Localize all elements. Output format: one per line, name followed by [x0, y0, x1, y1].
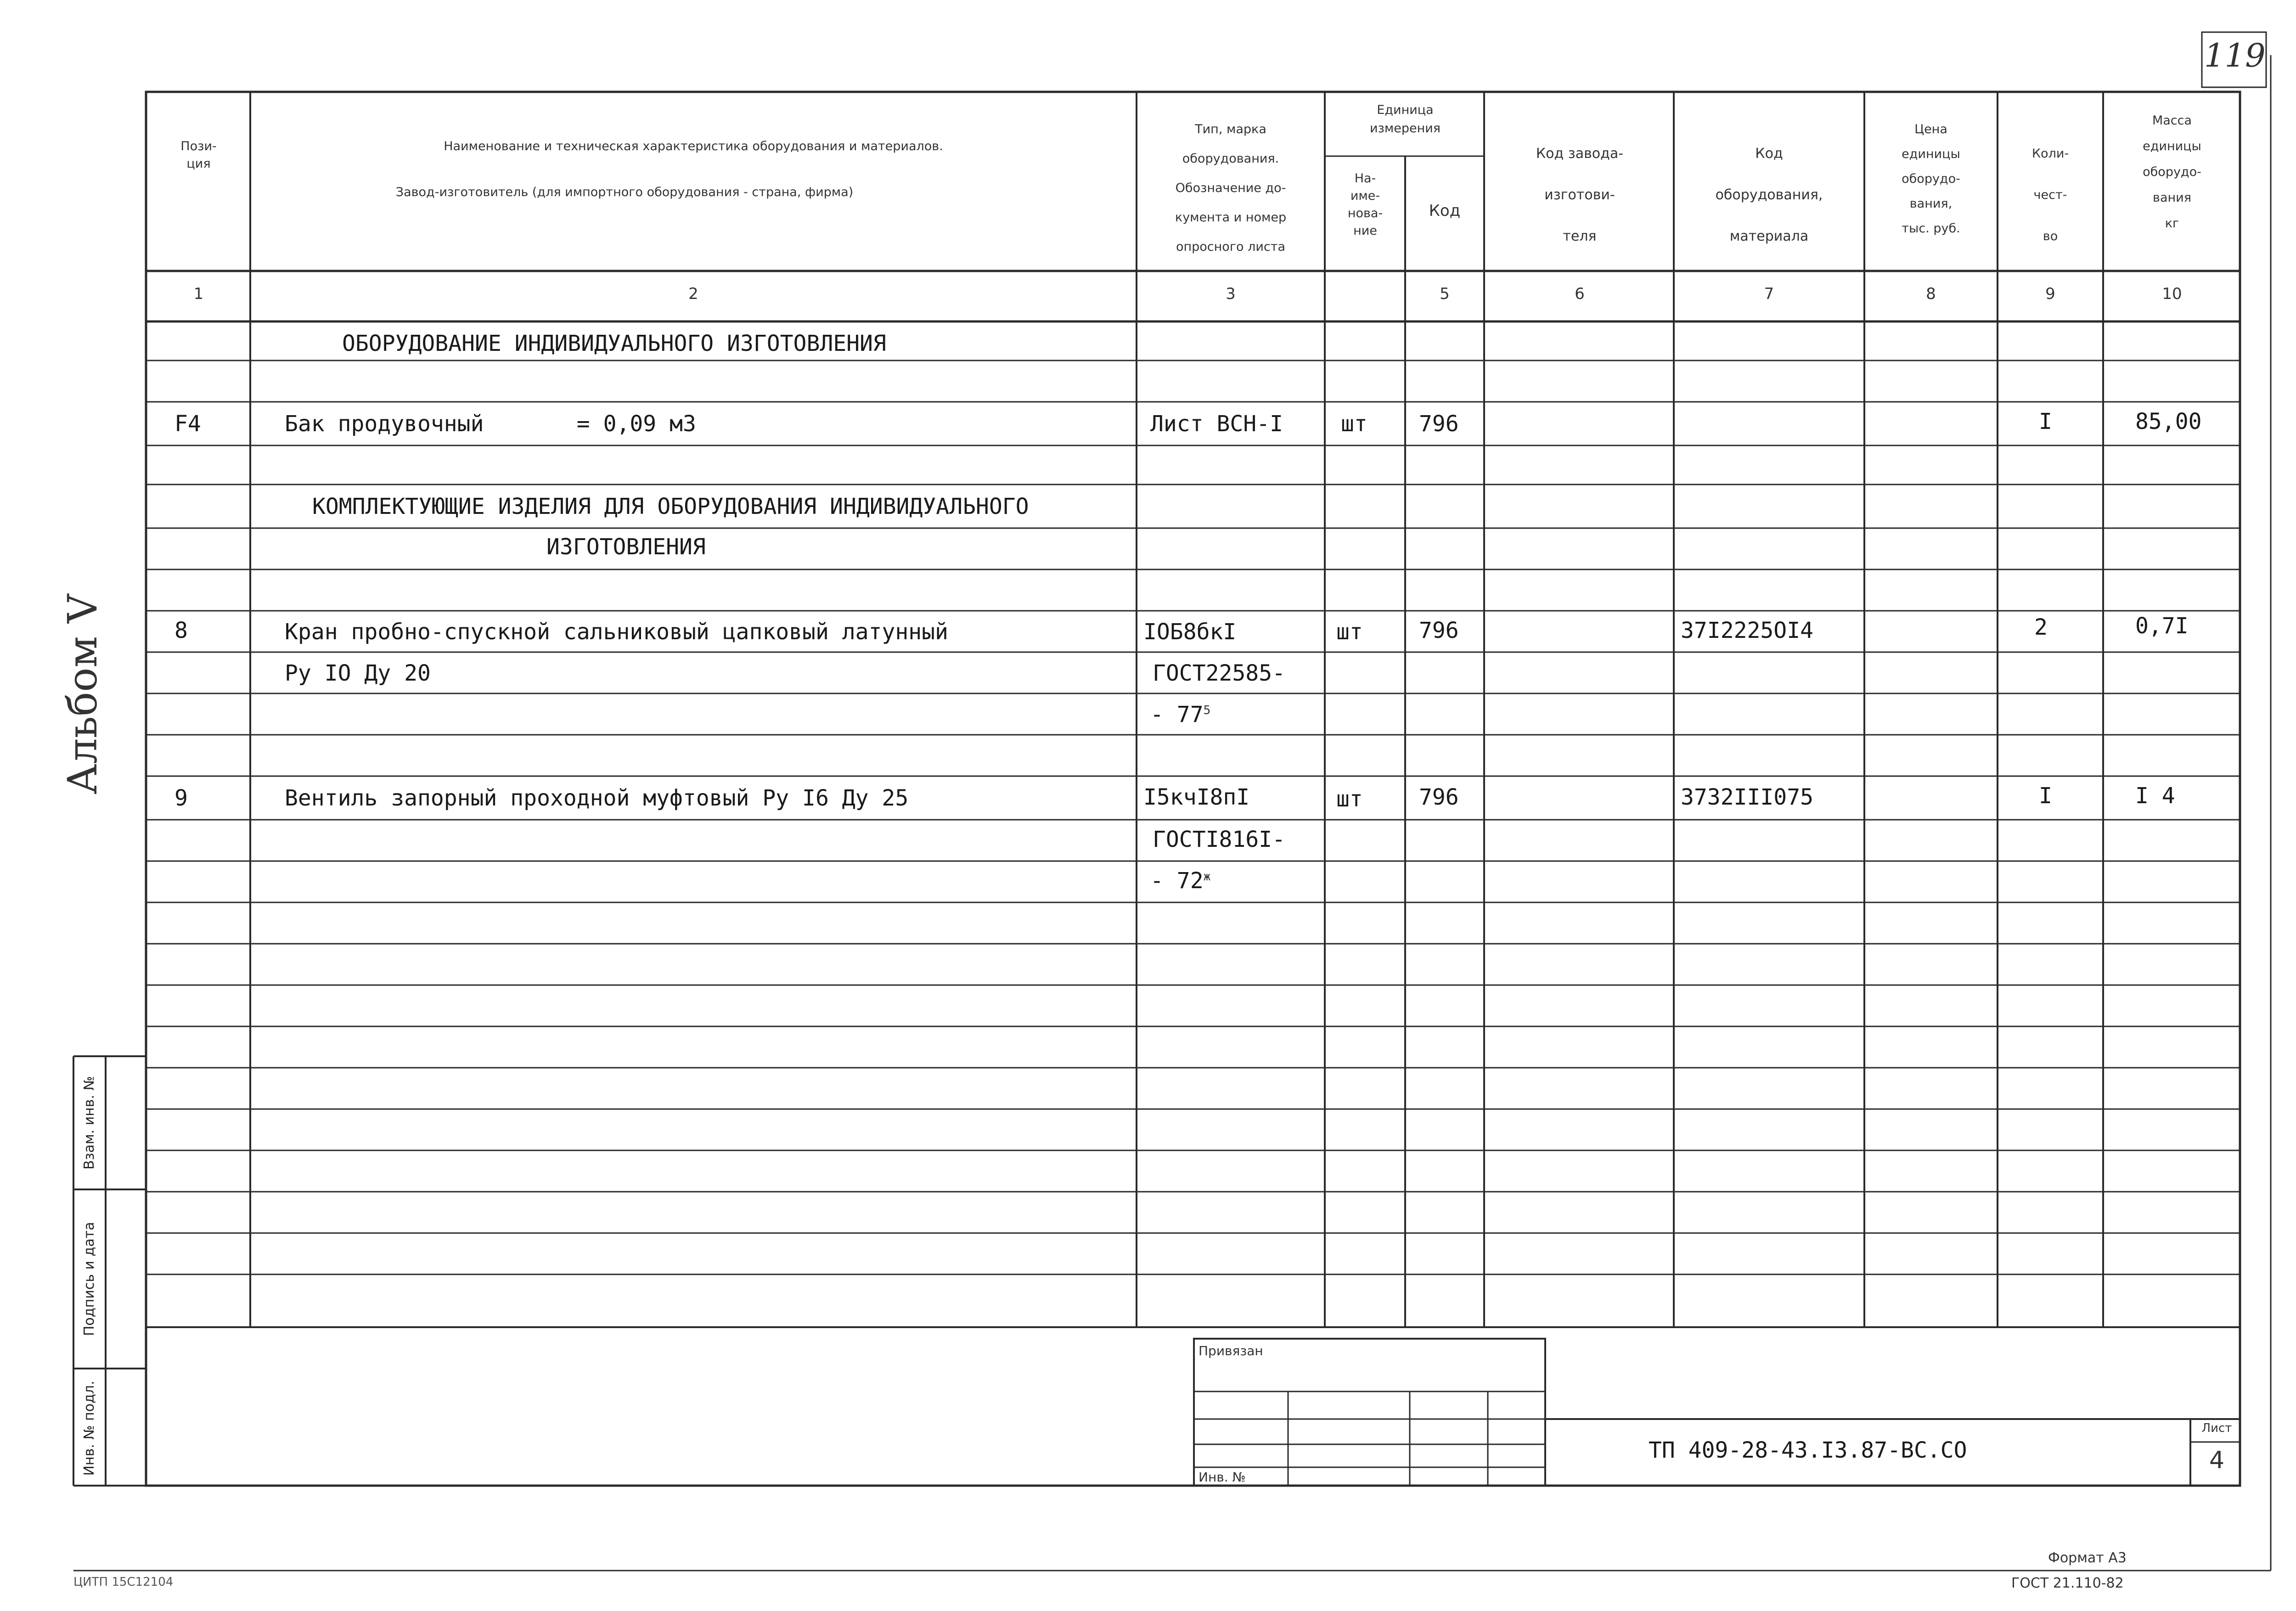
title-block-inv-no: Инв. № — [1199, 1470, 1246, 1485]
col-num-3: 3 — [1226, 285, 1236, 303]
row-8-type-3-sup: 5 — [1203, 704, 1211, 717]
row-8-material-code: 37I2225OI4 — [1681, 618, 1813, 643]
row-9-unit-code: 796 — [1419, 784, 1459, 810]
row-9-type-3-sup: ж — [1203, 870, 1211, 884]
row-8-position: 8 — [174, 618, 188, 643]
header-mass: Масса единицы оборудо- вания кг — [2143, 113, 2201, 231]
stamp-signature-date: Подпись и дата — [81, 1222, 97, 1336]
row-9-name: Вентиль запорный проходной муфтовый Ру I6 Ду 25 — [285, 785, 909, 811]
row-f4-mass: 85,00 — [2135, 409, 2202, 434]
section-title-components-2: ИЗГОТОВЛЕНИЯ — [546, 534, 706, 560]
row-f4-quantity: I — [2039, 409, 2052, 434]
header-material-code: Код оборудования, материала — [1715, 146, 1823, 244]
row-8-name-1: Кран пробно-спускной сальниковый цапковый латунный — [285, 619, 948, 645]
section-title-components-1: КОМПЛЕКТУЮЩИЕ ИЗДЕЛИЯ ДЛЯ ОБОРУДОВАНИЯ ИНДИВИДУАЛЬНОГО — [312, 494, 1029, 519]
stamp-replacement-inv: Взам. инв. № — [81, 1076, 97, 1170]
header-unit: Единица измерения — [1369, 103, 1441, 135]
col-num-6: 6 — [1575, 285, 1585, 303]
row-f4-type: Лист ВСН-I — [1150, 411, 1283, 437]
footer-format: Формат А3 — [2048, 1550, 2127, 1566]
header-quantity: Коли- чест- во — [2032, 146, 2069, 243]
row-8-quantity: 2 — [2034, 614, 2048, 640]
col-num-1: 1 — [193, 285, 204, 303]
row-9-mass: I 4 — [2135, 783, 2175, 809]
row-8-unit-code: 796 — [1419, 618, 1459, 643]
row-8-type-2: ГОСТ22585- — [1153, 660, 1285, 686]
stamp-original-inv: Инв. № подл. — [81, 1380, 97, 1476]
row-9-unit: шт — [1336, 786, 1363, 812]
document-code: ТП 409-28-43.I3.87-ВС.СО — [1649, 1437, 1967, 1463]
row-f4-name: Бак продувочный = 0,09 м3 — [285, 411, 696, 437]
header-price: Цена единицы оборудо- вания, тыс. руб. — [1902, 122, 1960, 236]
album-label: Альбом V — [59, 594, 106, 794]
row-f4-position: F4 — [174, 411, 201, 437]
col-num-7: 7 — [1764, 285, 1774, 303]
row-8-unit: шт — [1336, 619, 1363, 645]
row-f4-unit-code: 796 — [1419, 411, 1459, 437]
col-num-10: 10 — [2162, 285, 2182, 303]
sheet-number: 4 — [2209, 1447, 2225, 1474]
row-9-type-1: I5кчI8пI — [1143, 784, 1250, 810]
row-9-material-code: 3732III075 — [1681, 784, 1813, 810]
title-block-attached: Привязан — [1199, 1343, 1263, 1358]
row-8-type-3: - $77^5$ — [1150, 702, 1211, 727]
section-title-individual: ОБОРУДОВАНИЕ ИНДИВИДУАЛЬНОГО ИЗГОТОВЛЕНИЯ — [342, 331, 886, 356]
col-num-8: 8 — [1926, 285, 1936, 303]
footer-left-code: ЦИТП 15С12104 — [73, 1575, 174, 1589]
header-position: Пози- ция — [180, 139, 217, 171]
sheet-corner-number: 119 — [2204, 37, 2266, 74]
header-name-line2: Завод-изготовитель (для импортного оборудования - страна, фирма) — [395, 185, 854, 199]
col-num-2: 2 — [688, 285, 698, 303]
row-8-type-1: IOБ8бкI — [1143, 619, 1237, 645]
footer-gost: ГОСТ 21.110-82 — [2011, 1575, 2124, 1591]
row-8-name-2: Ру IO Ду 20 — [285, 660, 431, 686]
header-factory-code: Код завода- изготови- теля — [1536, 146, 1624, 244]
header-name-line1: Наименование и техническая характеристика оборудования и материалов. — [444, 139, 943, 153]
col-num-5: 5 — [1440, 285, 1450, 303]
header-unit-name: На- име- нова- ние — [1347, 171, 1383, 238]
header-unit-code: Код — [1429, 202, 1461, 220]
row-9-type-2: ГОСТI816I- — [1153, 827, 1285, 852]
col-num-4: 4 — [1360, 285, 1370, 303]
row-f4-unit: шт — [1341, 411, 1367, 437]
row-9-position: 9 — [174, 785, 188, 811]
row-8-mass: 0,7I — [2135, 613, 2189, 639]
header-type: Тип, марка оборудования. Обозначение до- кумента и номер опросного листа — [1175, 122, 1287, 254]
row-9-type-3: - $72^ж$ — [1150, 868, 1211, 894]
row-9-quantity: I — [2039, 783, 2052, 809]
sheet-label: Лист — [2201, 1421, 2232, 1435]
col-num-9: 9 — [2045, 285, 2055, 303]
